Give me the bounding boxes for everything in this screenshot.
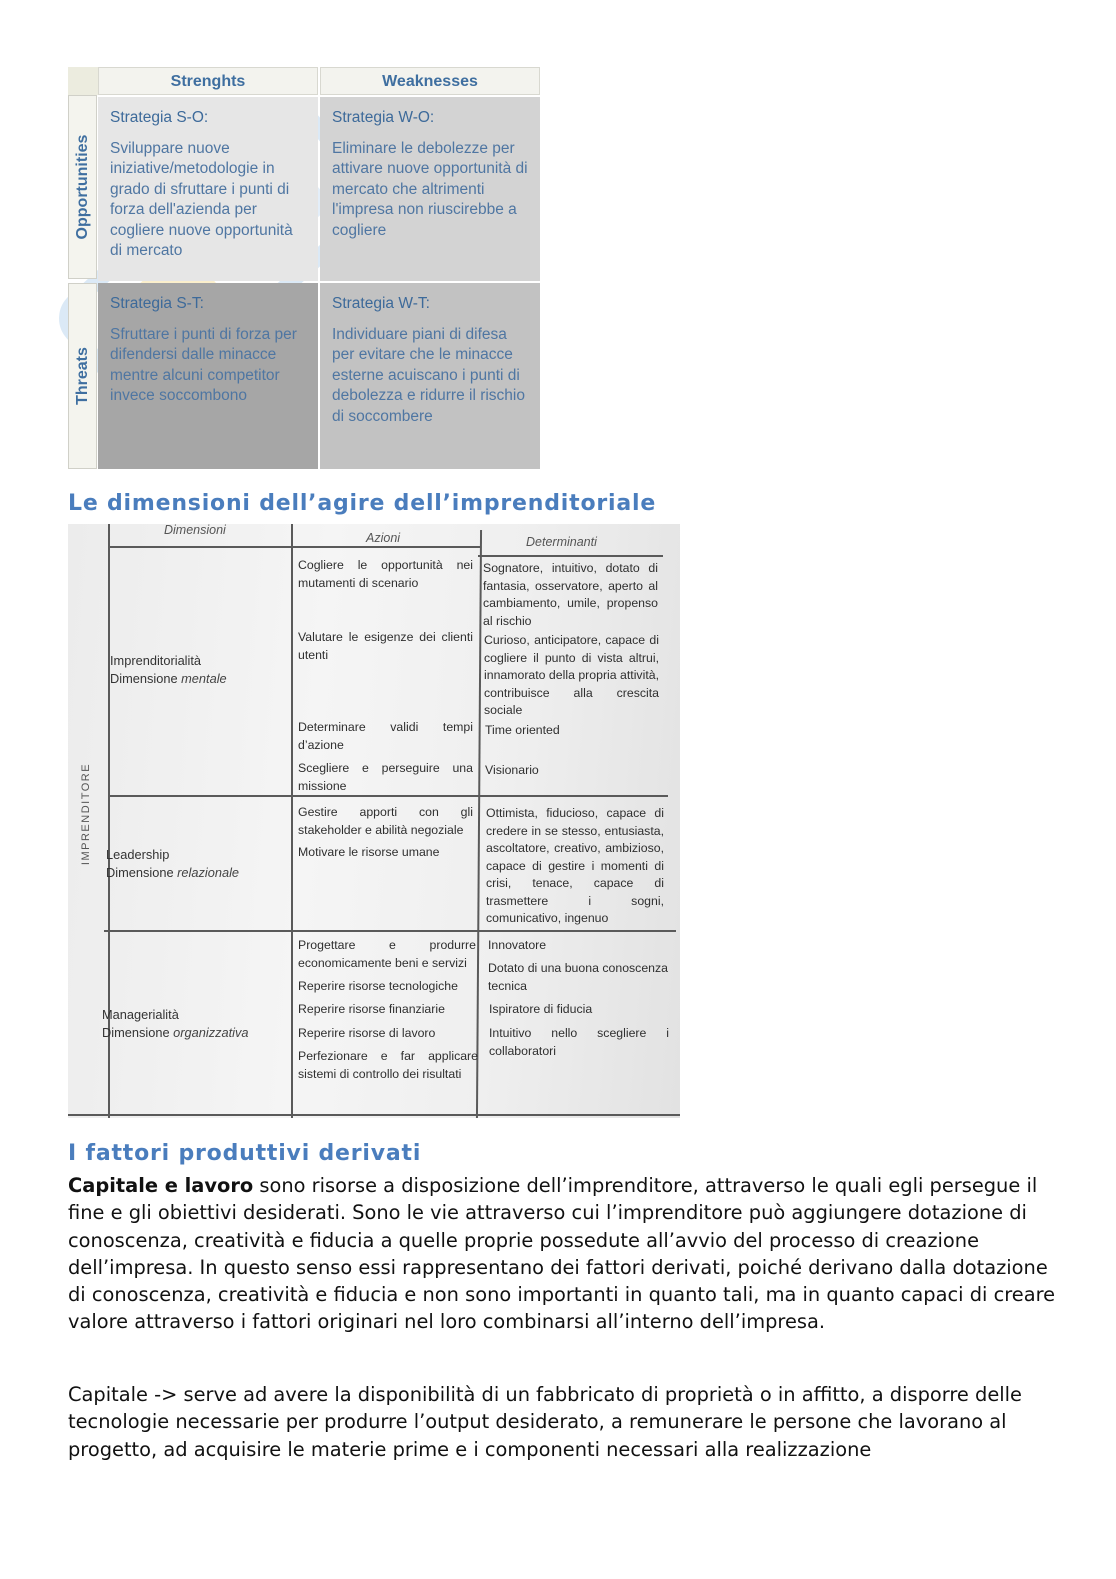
swot-cell-so-text: Sviluppare nuove iniziative/metodologie in grado di sfruttare i punti di forza dell'azienda per cogliere nuove opportunità di mercato xyxy=(110,139,293,259)
table-header-dimensioni: Dimensioni xyxy=(164,524,226,537)
swot-header-weaknesses: Weaknesses xyxy=(320,67,540,95)
group-dimension-prefix: Dimensione xyxy=(110,671,182,686)
table-determinante: Dotato di una buona conoscenza tecnica xyxy=(488,961,668,993)
table-determinante: Curioso, anticipatore, capace di cogliere il punto di vista altrui, innamorato della propria attività, contribuisce alla crescita sociale xyxy=(484,633,659,717)
table-determinante: Intuitivo nello scegliere i collaboratori xyxy=(489,1026,669,1058)
paragraph-capitale-lavoro xyxy=(68,1172,1068,1336)
group-name: Leadership xyxy=(106,847,170,862)
dimensions-table xyxy=(68,524,680,1118)
swot-row-threats-label: Threats xyxy=(73,347,91,405)
table-azione: Determinare validi tempi d’azione xyxy=(298,720,473,752)
swot-cell-st-text: Sfruttare i punti di forza per difendersi dalle minacce mentre alcuni competitor invece soccombono xyxy=(110,325,297,404)
table-determinante: Innovatore xyxy=(488,938,547,952)
swot-cell-wo xyxy=(320,97,540,281)
swot-row-opportunities xyxy=(68,95,97,279)
table-azione: Motivare le risorse umane xyxy=(298,845,440,859)
table-azione: Progettare e produrre economicamente beni e servizi xyxy=(298,938,476,970)
paragraph-text: sono risorse a disposizione dell’imprenditore, attraverso le quali egli persegue il fine e gli obiettivi desiderati. Sono le vie attraverso cui l’imprenditore può aggiungere dotazione di conoscenza, creatività e fiducia a quelle proprie possedute all’avvio del processo di creazione dell’impresa. In questo senso essi rappresentano dei fattori derivati, poiché derivano dalla dotazione di conoscenza, creatività e fiducia e non sono importanti in quanto tali, ma in quanto capaci di creare valore attraverso i fattori originari nel loro combinarsi all’interno dell’impresa. xyxy=(68,1174,1056,1334)
group-dimension: mentale xyxy=(181,671,227,686)
table-azione: Gestire apporti con gli stakeholder e abilità negoziale xyxy=(298,805,473,837)
table-header-azioni: Azioni xyxy=(366,531,401,545)
table-azione: Cogliere le opportunità nei mutamenti di scenario xyxy=(298,558,473,590)
paragraph-bold-lead: Capitale e lavoro xyxy=(68,1174,254,1197)
swot-row-opportunities-label: Opportunities xyxy=(73,134,91,240)
swot-cell-wt xyxy=(320,283,540,469)
table-header-determinanti: Determinanti xyxy=(526,535,597,549)
section-heading-dimensioni: Le dimensioni dell’agire dell’imprenditoriale xyxy=(68,491,657,516)
table-azione: Perfezionare e far applicare sistemi di controllo dei risultati xyxy=(298,1049,478,1081)
table-determinante: Ottimista, fiducioso, capace di credere in se stesso, entusiasta, ascoltatore, creativo, ambizioso, capace di gestire i momenti di crisi, tenace, capace di trasmettere i sogni, comunicativo, ingenuo xyxy=(486,806,664,925)
table-azione: Reperire risorse finanziarie xyxy=(298,1002,445,1016)
swot-cell-wo-text: Eliminare le debolezze per attivare nuove opportunità di mercato che altrimenti l'impresa non riuscirebbe a cogliere xyxy=(332,139,528,239)
swot-header-strengths: Strenghts xyxy=(98,67,318,95)
table-azione: Reperire risorse di lavoro xyxy=(298,1026,436,1040)
swot-cell-wo-title: Strategia W-O: xyxy=(332,109,435,126)
table-rule xyxy=(108,546,480,548)
paragraph-capitale: Capitale -> serve ad avere la disponibilità di un fabbricato di proprietà o in affitto, a disporre delle tecnologie necessarie per produrre l’output desiderato, a remunerare le persone che lavorano al progetto, ad acquisire le materie prime e i componenti necessari alla realizzazione xyxy=(68,1383,1022,1461)
group-name: Managerialità xyxy=(102,1007,179,1022)
table-side-label: IMPRENDITORE xyxy=(80,762,92,866)
table-azione: Reperire risorse tecnologiche xyxy=(298,979,458,993)
table-rule xyxy=(108,795,668,797)
group-name: Imprenditorialità xyxy=(110,653,202,668)
swot-matrix xyxy=(68,67,540,469)
table-rule xyxy=(478,555,663,557)
group-dimension-prefix: Dimensione xyxy=(102,1025,174,1040)
section-heading-fattori: I fattori produttivi derivati xyxy=(68,1141,422,1166)
group-dimension: organizzativa xyxy=(173,1025,249,1040)
swot-cell-wt-title: Strategia W-T: xyxy=(332,295,430,312)
table-determinante: Time oriented xyxy=(485,723,560,737)
table-determinante: Visionario xyxy=(485,763,539,777)
table-azione: Scegliere e perseguire una missione xyxy=(298,761,473,793)
table-group-label xyxy=(106,846,286,882)
table-azione: Valutare le esigenze dei clienti utenti xyxy=(298,630,473,662)
swot-row-threats xyxy=(68,283,97,469)
table-rule xyxy=(104,930,676,932)
table-rule xyxy=(68,1114,680,1116)
table-rule xyxy=(291,524,293,1118)
group-dimension: relazionale xyxy=(177,865,240,880)
table-determinante: Ispiratore di fiducia xyxy=(489,1002,593,1016)
group-dimension-prefix: Dimensione xyxy=(106,865,178,880)
swot-cell-st xyxy=(98,283,318,469)
swot-cell-so-title: Strategia S-O: xyxy=(110,109,209,126)
swot-corner xyxy=(68,67,98,95)
table-determinante: Sognatore, intuitivo, dotato di fantasia, osservatore, aperto al cambiamento, umile, propenso al rischio xyxy=(483,561,658,628)
swot-cell-wt-text: Individuare piani di difesa per evitare che le minacce esterne acuiscano i punti di debolezza e ridurre il rischio di soccombere xyxy=(332,325,525,425)
swot-cell-so xyxy=(98,97,318,281)
table-group-label xyxy=(110,652,288,688)
swot-cell-st-title: Strategia S-T: xyxy=(110,295,204,312)
table-group-label xyxy=(102,1006,287,1042)
